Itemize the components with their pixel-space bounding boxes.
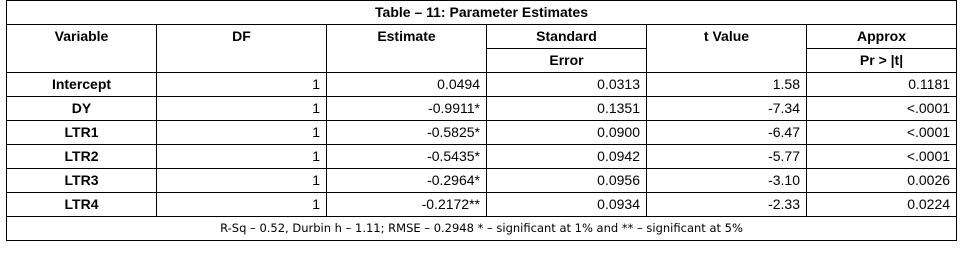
cell-stderr: 0.0934: [487, 193, 647, 217]
header-error: Error: [487, 49, 647, 73]
table-row: [7, 169, 957, 193]
cell-pvalue: 0.1181: [807, 73, 957, 97]
header-approx: Approx: [807, 25, 957, 49]
cell-stderr: 0.0900: [487, 121, 647, 145]
cell-variable: LTR2: [7, 145, 157, 169]
cell-tvalue: -7.34: [647, 97, 807, 121]
header-row-1: [7, 25, 957, 49]
cell-stderr: 0.0313: [487, 73, 647, 97]
cell-tvalue: -5.77: [647, 145, 807, 169]
cell-df: 1: [157, 145, 327, 169]
table-row: [7, 73, 957, 97]
table-title: Table – 11: Parameter Estimates: [7, 1, 957, 25]
cell-df: 1: [157, 97, 327, 121]
cell-pvalue: 0.0026: [807, 169, 957, 193]
cell-df: 1: [157, 193, 327, 217]
cell-variable: LTR3: [7, 169, 157, 193]
cell-estimate: -0.5435*: [327, 145, 487, 169]
parameter-estimates-table: [6, 0, 957, 241]
header-standard: Standard: [487, 25, 647, 49]
cell-stderr: 0.1351: [487, 97, 647, 121]
cell-pvalue: 0.0224: [807, 193, 957, 217]
cell-estimate: -0.9911*: [327, 97, 487, 121]
cell-variable: DY: [7, 97, 157, 121]
cell-variable: LTR4: [7, 193, 157, 217]
cell-tvalue: 1.58: [647, 73, 807, 97]
cell-df: 1: [157, 73, 327, 97]
cell-estimate: 0.0494: [327, 73, 487, 97]
cell-tvalue: -3.10: [647, 169, 807, 193]
cell-stderr: 0.0942: [487, 145, 647, 169]
header-pr: Pr > |t|: [807, 49, 957, 73]
footnote-row: [7, 217, 957, 241]
cell-estimate: -0.2964*: [327, 169, 487, 193]
table-footnote: R-Sq – 0.52, Durbin h – 1.11; RMSE – 0.2948 * – significant at 1% and ** – significant at 5%: [7, 217, 957, 241]
cell-tvalue: -6.47: [647, 121, 807, 145]
table-title-row: [7, 1, 957, 25]
table-body: [7, 73, 957, 217]
cell-variable: Intercept: [7, 73, 157, 97]
header-variable: Variable: [7, 25, 157, 73]
header-tvalue: t Value: [647, 25, 807, 73]
cell-stderr: 0.0956: [487, 169, 647, 193]
cell-pvalue: <.0001: [807, 97, 957, 121]
cell-variable: LTR1: [7, 121, 157, 145]
header-estimate: Estimate: [327, 25, 487, 73]
cell-df: 1: [157, 169, 327, 193]
cell-df: 1: [157, 121, 327, 145]
table-row: [7, 97, 957, 121]
cell-pvalue: <.0001: [807, 121, 957, 145]
table-row: [7, 193, 957, 217]
cell-pvalue: <.0001: [807, 145, 957, 169]
cell-estimate: -0.5825*: [327, 121, 487, 145]
table-row: [7, 121, 957, 145]
cell-estimate: -0.2172**: [327, 193, 487, 217]
table-row: [7, 145, 957, 169]
header-df: DF: [157, 25, 327, 73]
cell-tvalue: -2.33: [647, 193, 807, 217]
